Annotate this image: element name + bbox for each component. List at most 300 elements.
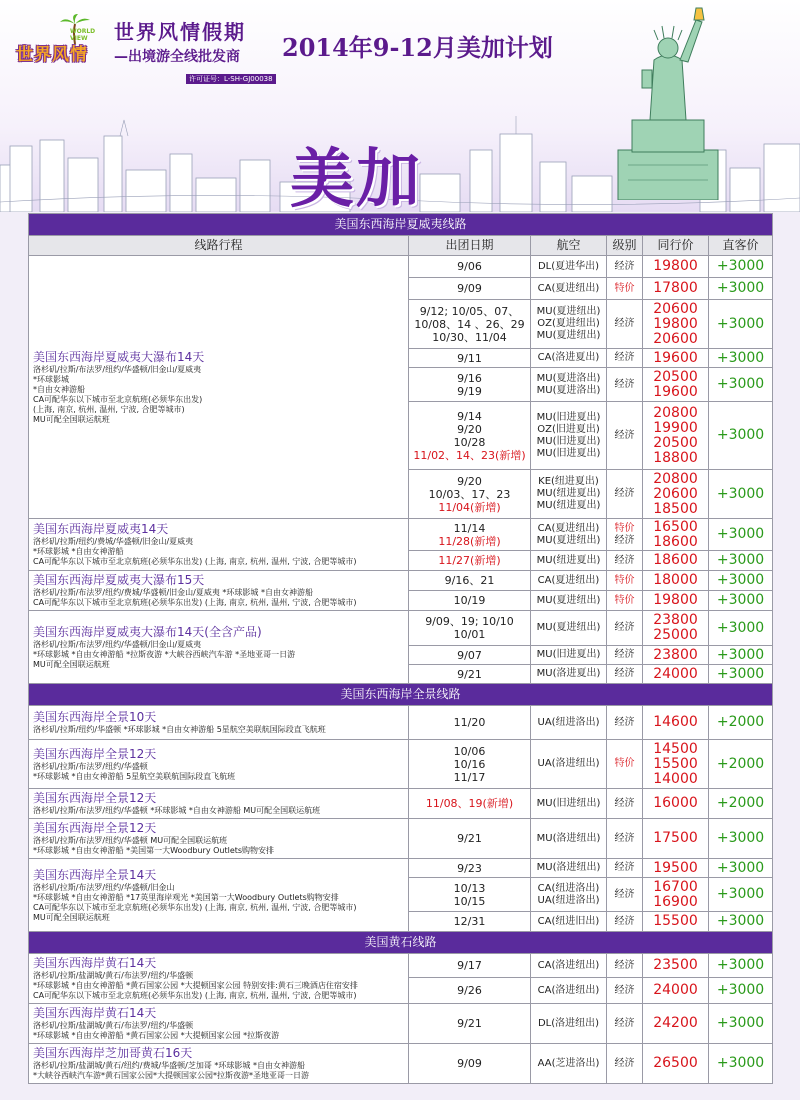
- section-title: 美国东西海岸夏威夷线路: [29, 214, 773, 236]
- airline: KE(纽进夏出) MU(纽进夏出) MU(纽进夏出): [536, 476, 601, 511]
- trade-price-cell: [643, 978, 709, 1004]
- table-row: [29, 819, 773, 859]
- direct-price-markup: +3000: [716, 485, 765, 502]
- license-number: 许可证号：L-SH-GJ00038: [186, 74, 276, 84]
- trade-price-cell: [643, 1004, 709, 1044]
- departure-date-cell: [409, 300, 531, 349]
- itinerary-table: [28, 213, 773, 1084]
- airline: MU(旧进纽出): [536, 797, 601, 809]
- trade-price: 19800: [653, 258, 698, 274]
- route-description: 洛杉矶/拉斯/盐湖城/黄石/布法罗/纽约/华盛顿 *环球影城 *自由女神游船 *黄石国家公园 *大提顿国家公园 特别安排:黄石三晚酒店住宿安排 CA可配华东以下城市至北京航班(必须华东出发) (上海, 南京, 杭州, 温州, 宁波, 合肥等城市): [33, 971, 358, 1000]
- direct-price-markup: +3000: [716, 886, 765, 902]
- new-departure-date: 11/27(新增): [438, 554, 501, 567]
- departure-date-cell: [409, 740, 531, 789]
- departure-date-cell: [409, 368, 531, 402]
- trade-price: 14500 15500 14000: [653, 740, 698, 787]
- direct-price-cell: [709, 1004, 773, 1044]
- direct-price-markup: +3000: [716, 592, 765, 608]
- company-slogan: —出境游全线批发商: [114, 49, 240, 65]
- airline-cell: [531, 1004, 607, 1044]
- airline-cell: [531, 368, 607, 402]
- route-cell: [29, 859, 409, 932]
- class-level-cell: [607, 349, 643, 368]
- class-level: 经济: [614, 378, 635, 390]
- class-level-cell: [607, 256, 643, 278]
- route-description: 洛杉矶/拉斯/布法罗/纽约/华盛顿 *环球影城 *自由女神游船 MU可配全国联运航班: [33, 806, 321, 815]
- class-level: [609, 523, 640, 547]
- class-level-cell: [607, 859, 643, 878]
- trade-price-cell: [643, 256, 709, 278]
- class-level: 特价: [614, 282, 635, 294]
- trade-price: 16500 18600: [653, 518, 698, 550]
- departure-date-cell: [409, 706, 531, 740]
- class-level: 经济: [614, 797, 635, 809]
- trade-price-cell: [643, 278, 709, 300]
- company-logo: [12, 14, 110, 72]
- table-row: [29, 706, 773, 740]
- airline: CA(纽进洛出) UA(纽进洛出): [537, 882, 600, 906]
- airline: MU(纽进夏出): [536, 554, 601, 566]
- direct-price-markup: +3000: [716, 258, 765, 274]
- direct-price-markup: +3000: [716, 572, 765, 588]
- airline: CA(夏进纽出) MU(夏进纽出): [536, 522, 601, 546]
- trade-price-cell: [643, 519, 709, 551]
- departure-date: 9/09: [457, 282, 482, 295]
- airline-cell: [531, 646, 607, 665]
- route-title[interactable]: 美国东西海岸夏威夷大瀑布15天: [33, 573, 205, 587]
- trade-price-cell: [643, 300, 709, 349]
- trade-price-cell: [643, 1044, 709, 1084]
- direct-price-markup: +3000: [716, 665, 765, 682]
- direct-price-cell: [709, 665, 773, 684]
- table-row: [29, 571, 773, 591]
- direct-price-cell: [709, 912, 773, 932]
- class-level-cell: [607, 706, 643, 740]
- trade-price: 17800: [653, 280, 698, 296]
- column-header: 出团日期: [409, 236, 531, 256]
- airline-cell: [531, 665, 607, 684]
- class-level: 特价: [614, 594, 635, 606]
- direct-price-markup: +2000: [716, 755, 765, 772]
- departure-date-cell: [409, 878, 531, 912]
- route-cell: [29, 819, 409, 859]
- airline-cell: [531, 278, 607, 300]
- trade-price: 24000: [653, 665, 698, 682]
- route-title[interactable]: 美国东西海岸芝加哥黄石16天: [33, 1046, 193, 1060]
- direct-price-cell: [709, 740, 773, 789]
- departure-date: 9/21: [457, 1017, 482, 1030]
- departure-date-cell: [409, 859, 531, 878]
- table-row: [29, 256, 773, 278]
- route-description: 洛杉矶/拉斯/布法罗/纽约/华盛顿/旧金山/夏威夷 *环球影城 *自由女神游船 CA可配华东以下城市至北京航班(必须华东出发) (上海, 南京, 杭州, 温州, 宁波, 合肥等城市) MU可配全国联运航班: [33, 364, 203, 424]
- class-level-cell: [607, 470, 643, 519]
- trade-price-cell: [643, 646, 709, 665]
- class-level-cell: [607, 789, 643, 819]
- class-level-cell: [607, 551, 643, 571]
- section-header-row: [29, 684, 773, 706]
- departure-date: 12/31: [453, 915, 486, 928]
- statue-of-liberty-icon: [598, 0, 738, 200]
- airline: CA(夏进纽出): [537, 574, 600, 586]
- class-level-cell: [607, 1004, 643, 1044]
- direct-price-markup: +3000: [716, 1055, 765, 1071]
- airline-cell: [531, 571, 607, 591]
- trade-price: 24000: [653, 982, 698, 999]
- trade-price: 20500 19600: [653, 368, 698, 400]
- departure-date-cell: [409, 611, 531, 646]
- airline-cell: [531, 954, 607, 978]
- airline: MU(旧进夏出) OZ(旧进夏出) MU(旧进夏出) MU(旧进夏出): [536, 411, 601, 459]
- direct-price-markup: +3000: [716, 830, 765, 846]
- trade-price: 20600 19800 20600: [653, 300, 698, 347]
- departure-date: 10/19: [453, 594, 486, 607]
- trade-price: 18600: [653, 552, 698, 568]
- departure-date-cell: [409, 789, 531, 819]
- class-level-cell: [607, 740, 643, 789]
- class-level: 经济: [614, 554, 635, 566]
- airline: AA(芝进洛出): [537, 1057, 600, 1069]
- airline: MU(夏进纽出): [536, 594, 601, 606]
- direct-price-cell: [709, 706, 773, 740]
- trade-price: 23800: [653, 646, 698, 663]
- departure-date: 9/09: [457, 1057, 482, 1070]
- departure-date: 10/06 10/16 11/17: [453, 744, 486, 784]
- class-level: 经济: [614, 1057, 635, 1069]
- route-description: 洛杉矶/拉斯/布法罗/纽约/华盛顿 *环球影城 *自由女神游船 5星航空美联航国际段直飞航班: [33, 761, 236, 781]
- trade-price: 24200: [653, 1015, 698, 1031]
- class-level-cell: [607, 571, 643, 591]
- route-cell: [29, 256, 409, 519]
- airline-cell: [531, 789, 607, 819]
- direct-price-cell: [709, 402, 773, 470]
- direct-price-cell: [709, 519, 773, 551]
- route-title[interactable]: 美国东西海岸全景12天: [33, 746, 157, 761]
- direct-price-cell: [709, 1044, 773, 1084]
- class-level-cell: [607, 878, 643, 912]
- direct-price-cell: [709, 278, 773, 300]
- airline: CA(夏进纽出): [537, 282, 600, 294]
- departure-date-cell: [409, 349, 531, 368]
- itinerary-table-body: [29, 214, 773, 1084]
- route-cell: [29, 789, 409, 819]
- departure-date: 9/07: [457, 648, 482, 662]
- departure-date: 9/20 10/03、17、23: [428, 474, 511, 501]
- airline: DL(夏进华出): [537, 260, 600, 272]
- airline: MU(夏进纽出) OZ(夏进纽出) MU(夏进纽出): [536, 306, 601, 341]
- direct-price-cell: [709, 591, 773, 611]
- direct-price-markup: +3000: [716, 315, 765, 332]
- direct-price-markup: +3000: [716, 376, 765, 392]
- table-row: [29, 1044, 773, 1084]
- route-description: 洛杉矶/拉斯/布法罗/纽约/费城/华盛顿/旧金山/夏威夷 *环球影城 *自由女神游船 CA可配华东以下城市至北京航班(必须华东出发) (上海, 南京, 杭州, 温州, 宁波, 合肥等城市): [33, 588, 357, 607]
- trade-price-cell: [643, 349, 709, 368]
- direct-price-cell: [709, 256, 773, 278]
- direct-price-markup: +3000: [716, 957, 765, 974]
- class-level-cell: [607, 402, 643, 470]
- route-title[interactable]: 美国东西海岸黄石14天: [33, 956, 157, 970]
- direct-price-cell: [709, 368, 773, 402]
- departure-date-cell: [409, 665, 531, 684]
- direct-price-markup: +2000: [716, 714, 765, 730]
- direct-price-cell: [709, 819, 773, 859]
- airline-cell: [531, 349, 607, 368]
- trade-price-cell: [643, 819, 709, 859]
- departure-date-cell: [409, 591, 531, 611]
- route-title[interactable]: 美国东西海岸全景12天: [33, 821, 157, 835]
- trade-price: 19800: [653, 592, 698, 608]
- trade-price-cell: [643, 402, 709, 470]
- trade-price: 23800 25000: [653, 612, 698, 643]
- route-description: 洛杉矶/拉斯/纽约/华盛顿 *环球影城 *自由女神游船 5星航空美联航国际段直飞航班: [33, 725, 326, 734]
- departure-date: 9/16、21: [444, 574, 495, 587]
- departure-date: 9/09、19; 10/10 10/01: [425, 615, 514, 641]
- class-level-cell: [607, 368, 643, 402]
- departure-date: 9/16 9/19: [457, 371, 482, 398]
- trade-price-cell: [643, 591, 709, 611]
- airline-cell: [531, 1044, 607, 1084]
- airline-cell: [531, 912, 607, 932]
- direct-price-markup: +3000: [716, 1015, 765, 1031]
- direct-price-cell: [709, 349, 773, 368]
- direct-price-cell: [709, 954, 773, 978]
- class-level: 经济: [614, 1017, 635, 1029]
- departure-date: 9/12; 10/05、07、 10/08、14 、26、29 10/30、11/04: [414, 304, 525, 344]
- departure-date-cell: [409, 1044, 531, 1084]
- airline: CA(洛进纽出): [537, 959, 600, 971]
- class-level-cell: [607, 591, 643, 611]
- trade-price: 15500: [653, 913, 698, 929]
- airline-cell: [531, 740, 607, 789]
- trade-price-cell: [643, 571, 709, 591]
- route-description: 洛杉矶/拉斯/布法罗/纽约/华盛顿/旧金山/夏威夷 *环球影城 *自由女神游船 *拉斯夜游 *大峡谷西峡汽车游 *圣地亚哥一日游 MU可配全国联运航班: [33, 639, 296, 669]
- trade-price-cell: [643, 859, 709, 878]
- trade-price-cell: [643, 551, 709, 571]
- route-cell: [29, 740, 409, 789]
- direct-price-cell: [709, 470, 773, 519]
- class-level-cell: [607, 819, 643, 859]
- trade-price: 26500: [653, 1055, 698, 1071]
- class-level: 经济: [614, 984, 635, 996]
- direct-price-cell: [709, 789, 773, 819]
- direct-price-markup: +3000: [716, 859, 765, 876]
- trade-price-cell: [643, 611, 709, 646]
- trade-price: 23500: [653, 957, 698, 974]
- direct-price-markup: +2000: [716, 795, 765, 811]
- route-title[interactable]: 美国东西海岸黄石14天: [33, 1006, 157, 1020]
- company-name: 世界风情假期: [114, 20, 246, 44]
- table-row: [29, 1004, 773, 1044]
- trade-price-cell: [643, 878, 709, 912]
- airline-cell: [531, 706, 607, 740]
- class-level: 经济: [614, 862, 635, 873]
- departure-date-cell: [409, 402, 531, 470]
- route-title[interactable]: 美国东西海岸全景12天: [33, 791, 157, 805]
- class-level: 经济: [614, 318, 635, 329]
- departure-date-cell: [409, 819, 531, 859]
- direct-price-cell: [709, 300, 773, 349]
- column-header-row: [29, 236, 773, 256]
- departure-date-cell: [409, 551, 531, 571]
- direct-price-markup: +3000: [716, 552, 765, 568]
- section-title: 美国东西海岸全景线路: [29, 684, 773, 706]
- new-departure-date: 11/28(新增): [438, 534, 501, 548]
- airline-cell: [531, 878, 607, 912]
- table-row: [29, 859, 773, 878]
- airline: MU(洛进夏出): [536, 668, 601, 679]
- class-level-cell: [607, 300, 643, 349]
- departure-date-cell: [409, 470, 531, 519]
- plan-title: 2014年9-12月美加计划: [282, 33, 553, 62]
- direct-price-cell: [709, 551, 773, 571]
- departure-date: 9/26: [457, 984, 482, 998]
- section-header-row: [29, 932, 773, 954]
- trade-price-cell: [643, 954, 709, 978]
- departure-date-cell: [409, 256, 531, 278]
- column-header: 线路行程: [29, 236, 409, 256]
- departure-date-cell: [409, 978, 531, 1004]
- class-level-cell: [607, 912, 643, 932]
- airline: MU(夏进纽出): [536, 622, 601, 633]
- departure-date-cell: [409, 278, 531, 300]
- trade-price: 18000: [653, 572, 698, 588]
- class-level-line: 特价: [614, 522, 635, 534]
- direct-price-markup: +3000: [716, 427, 765, 443]
- table-row: [29, 954, 773, 978]
- airline: CA(纽进旧出): [537, 915, 600, 927]
- new-departure-date: 11/02、14、23(新增): [413, 448, 526, 462]
- trade-price: 17500: [653, 830, 698, 846]
- class-level: 经济: [614, 888, 635, 900]
- airline: MU(洛进纽出): [536, 862, 601, 873]
- airline-cell: [531, 819, 607, 859]
- airline: MU(洛进纽出): [536, 832, 601, 844]
- direct-price-cell: [709, 571, 773, 591]
- column-header: 直客价: [709, 236, 773, 256]
- class-level: 经济: [614, 716, 635, 728]
- departure-date: 9/21: [457, 667, 482, 681]
- direct-price-cell: [709, 978, 773, 1004]
- trade-price: 20800 19900 20500 18800: [653, 404, 698, 466]
- departure-date-cell: [409, 519, 531, 551]
- airline-cell: [531, 859, 607, 878]
- departure-date: 10/13 10/15: [453, 881, 486, 908]
- trade-price: 20800 20600 18500: [653, 470, 698, 517]
- new-departure-date: 11/08、19(新增): [425, 797, 514, 810]
- airline-cell: [531, 256, 607, 278]
- route-description: 洛杉矶/拉斯/布法罗/纽约/华盛顿 MU可配全国联运航班 *环球影城 *自由女神游船 *美国第一大Woodbury Outlets购物安排: [33, 836, 275, 855]
- class-level-cell: [607, 611, 643, 646]
- direct-price-cell: [709, 611, 773, 646]
- direct-price-cell: [709, 878, 773, 912]
- direct-price-markup: +3000: [716, 982, 765, 999]
- departure-date-cell: [409, 954, 531, 978]
- class-level-cell: [607, 954, 643, 978]
- departure-date-cell: [409, 646, 531, 665]
- direct-price-markup: +3000: [716, 280, 765, 296]
- airline-cell: [531, 978, 607, 1004]
- airline-cell: [531, 551, 607, 571]
- class-level-cell: [607, 1044, 643, 1084]
- route-title[interactable]: 美国东西海岸全景10天: [33, 710, 157, 724]
- airline-cell: [531, 470, 607, 519]
- trade-price: 16000: [653, 795, 698, 811]
- departure-date: 9/23: [457, 861, 482, 875]
- region-title: 美加: [290, 143, 422, 212]
- route-description: 洛杉矶/拉斯/盐湖城/黄石/纽约/费城/华盛顿/芝加哥 *环球影城 *自由女神游船 *大峡谷西峡汽车游*黄石国家公园*大提顿国家公园*拉斯夜游*圣地亚哥一日游: [33, 1061, 309, 1080]
- route-title[interactable]: 美国东西海岸全景14天: [33, 867, 157, 882]
- route-title[interactable]: 美国东西海岸夏威夷大瀑布14天: [33, 349, 205, 364]
- itinerary-table-wrapper: [28, 213, 772, 1084]
- trade-price-cell: [643, 789, 709, 819]
- airline-cell: [531, 519, 607, 551]
- airline: DL(洛进纽出): [537, 1017, 600, 1029]
- airline: MU(旧进夏出): [536, 649, 601, 660]
- trade-price-cell: [643, 470, 709, 519]
- route-cell: [29, 954, 409, 1004]
- class-level: 经济: [614, 959, 635, 971]
- airline-cell: [531, 402, 607, 470]
- route-cell: [29, 706, 409, 740]
- route-cell: [29, 571, 409, 611]
- trade-price-cell: [643, 706, 709, 740]
- route-description: 洛杉矶/拉斯/纽约/费城/华盛顿/旧金山/夏威夷 *环球影城 *自由女神游船 CA可配华东以下城市至北京航班(必须华东出发) (上海, 南京, 杭州, 温州, 宁波, 合肥等城市): [33, 537, 357, 566]
- table-row: [29, 740, 773, 789]
- direct-price-markup: +3000: [716, 913, 765, 929]
- class-level-cell: [607, 665, 643, 684]
- table-row: [29, 519, 773, 551]
- departure-date: 9/11: [457, 351, 482, 365]
- table-row: [29, 789, 773, 819]
- trade-price: 14600: [653, 714, 698, 730]
- departure-date: 9/21: [457, 832, 482, 845]
- class-level-cell: [607, 519, 643, 551]
- class-level: 经济: [614, 668, 635, 679]
- direct-price-markup: +3000: [716, 526, 765, 542]
- page-header: [0, 0, 800, 212]
- table-row: [29, 611, 773, 646]
- class-level: 经济: [614, 915, 635, 927]
- airline-cell: [531, 591, 607, 611]
- trade-price: 19500: [653, 859, 698, 876]
- departure-date: 11/14: [453, 521, 486, 535]
- airline: MU(夏进洛出) MU(夏进洛出): [536, 372, 601, 396]
- direct-price-cell: [709, 646, 773, 665]
- route-cell: [29, 611, 409, 684]
- route-title[interactable]: 美国东西海岸夏威夷14天: [33, 522, 169, 536]
- section-header-row: [29, 214, 773, 236]
- logo-subtitle: WORLD VIEW: [70, 28, 96, 42]
- column-header: 航空: [531, 236, 607, 256]
- new-departure-date: 11/04(新增): [438, 500, 501, 514]
- route-title[interactable]: 美国东西海岸夏威夷大瀑布14天(全含产品): [33, 624, 262, 639]
- direct-price-cell: [709, 859, 773, 878]
- trade-price-cell: [643, 740, 709, 789]
- class-level-cell: [607, 278, 643, 300]
- direct-price-markup: +3000: [716, 349, 765, 366]
- airline: CA(洛进夏出): [537, 352, 600, 363]
- airline-cell: [531, 300, 607, 349]
- airline: UA(洛进纽出): [537, 758, 600, 769]
- column-header: 同行价: [643, 236, 709, 256]
- departure-date: 11/20: [453, 716, 486, 729]
- trade-price-cell: [643, 368, 709, 402]
- airline-cell: [531, 611, 607, 646]
- class-level: 经济: [614, 832, 635, 844]
- class-level: 经济: [614, 352, 635, 363]
- class-level: 特价: [614, 758, 635, 769]
- route-description: 洛杉矶/拉斯/布法罗/纽约/华盛顿/旧金山 *环球影城 *自由女神游船 *17英里海岸观光 *美国第一大Woodbury Outlets购物安排 CA可配华东以下城市至北京航班(必须华东出发) (上海, 南京, 杭州, 温州, 宁波, 合肥等城市) MU可配全国联运航班: [33, 882, 357, 922]
- departure-date-cell: [409, 571, 531, 591]
